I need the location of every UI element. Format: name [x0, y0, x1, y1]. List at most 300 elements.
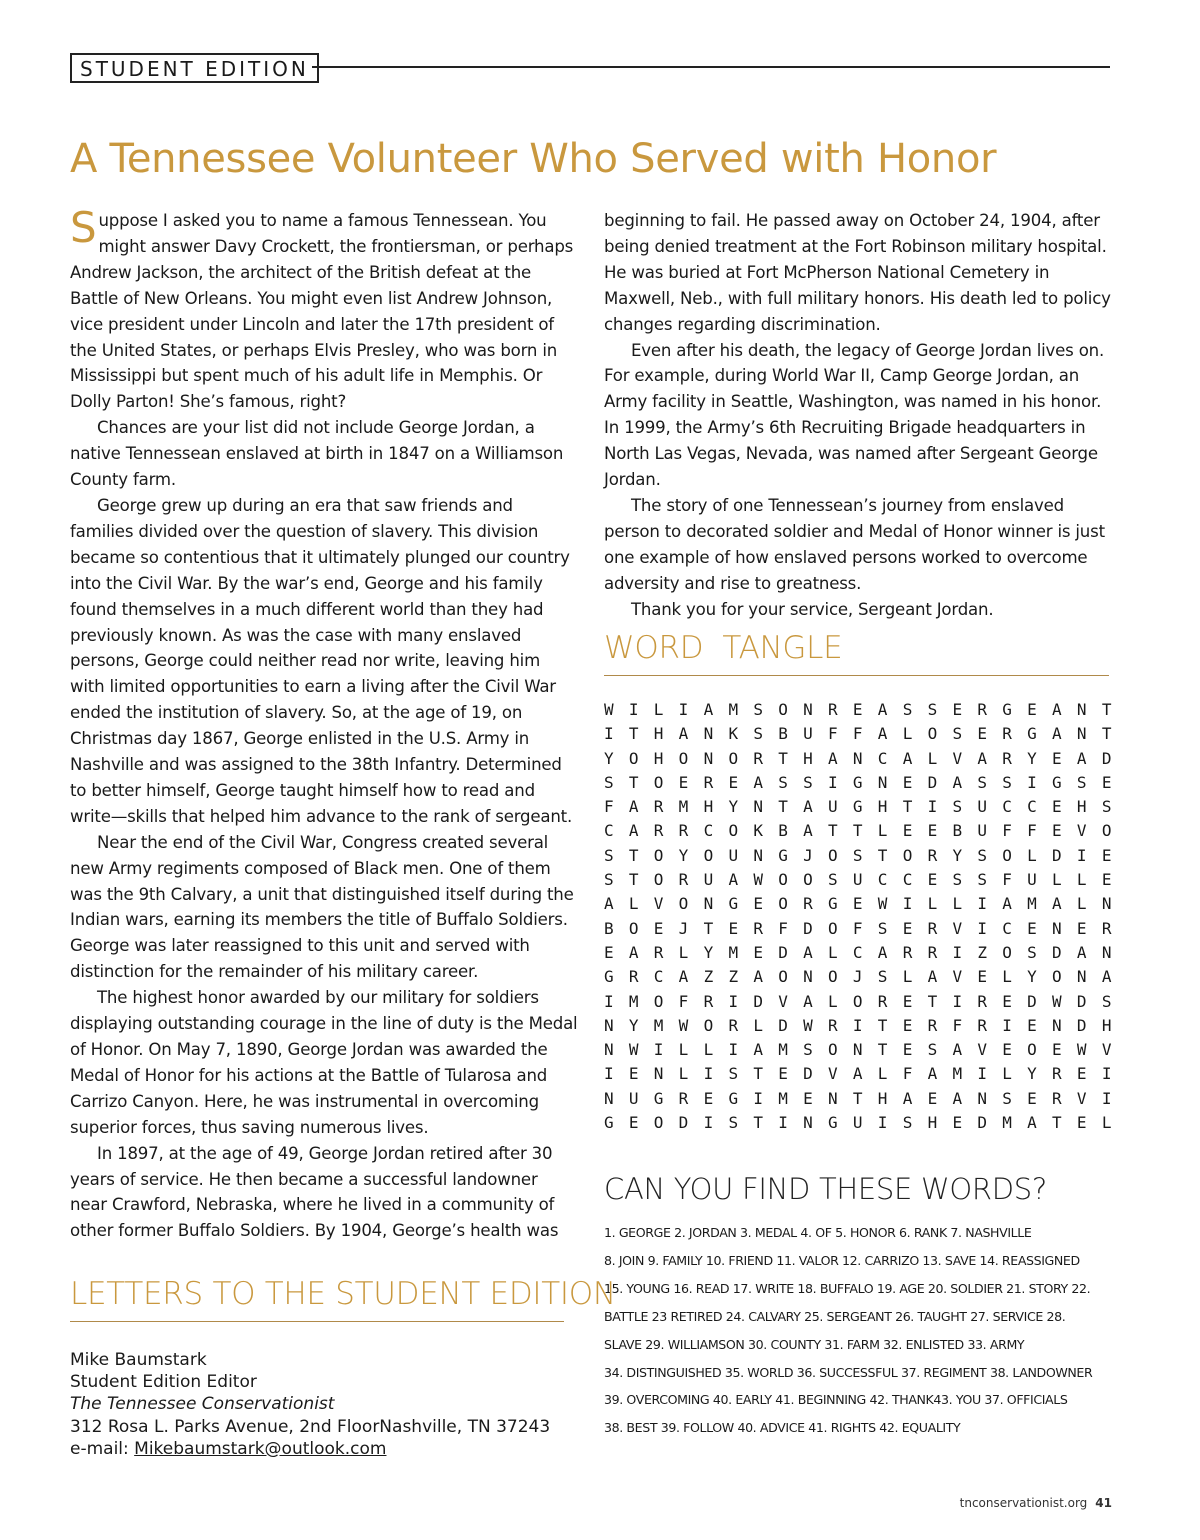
- grid-letter: E: [1052, 797, 1062, 817]
- grid-letter: L: [753, 1015, 763, 1035]
- grid-letter: I: [1101, 1064, 1112, 1084]
- grid-letter: E: [927, 821, 938, 841]
- grid-letter: O: [703, 1015, 714, 1035]
- grid-letter: A: [952, 772, 963, 792]
- article-paragraph: The story of one Tennessean’s journey from enslaved person to decorated soldier and Medal of Honor winner is just one example of how enslaved persons worked to overcome adversity and rise to greatness.: [604, 495, 1105, 593]
- grid-letter: A: [828, 748, 838, 768]
- grid-row: [604, 747, 1127, 771]
- grid-letter: K: [728, 724, 739, 744]
- grid-letter: S: [728, 1113, 739, 1133]
- grid-letter: A: [678, 724, 689, 744]
- grid-letter: C: [877, 748, 888, 768]
- grid-letter: I: [628, 700, 639, 719]
- grid-letter: R: [927, 1015, 938, 1035]
- grid-letter: E: [604, 942, 614, 962]
- grid-letter: H: [877, 1088, 888, 1108]
- grid-letter: L: [902, 967, 913, 987]
- grid-letter: G: [1002, 700, 1012, 719]
- word-list-line: 39. OVERCOMING 40. EARLY 41. BEGINNING 42. THANK43. YOU 37. OFFICIALS: [604, 1392, 1068, 1408]
- grid-letter: O: [728, 821, 739, 841]
- grid-letter: S: [852, 845, 863, 865]
- grid-letter: T: [1101, 724, 1112, 744]
- grid-letter: V: [1076, 1088, 1087, 1108]
- grid-letter: A: [628, 942, 639, 962]
- grid-letter: H: [1101, 1015, 1112, 1035]
- grid-letter: S: [1002, 772, 1012, 792]
- grid-letter: O: [778, 870, 788, 890]
- grid-letter: A: [1052, 894, 1062, 914]
- grid-letter: O: [778, 894, 788, 914]
- grid-letter: I: [604, 991, 614, 1011]
- grid-letter: L: [1027, 845, 1037, 865]
- grid-letter: E: [1101, 772, 1112, 792]
- grid-letter: E: [1076, 918, 1087, 938]
- grid-row: [604, 868, 1127, 892]
- grid-letter: R: [703, 991, 714, 1011]
- grid-letter: Y: [703, 942, 714, 962]
- grid-row: [604, 990, 1127, 1014]
- grid-letter: O: [1101, 821, 1112, 841]
- grid-letter: T: [753, 1113, 763, 1133]
- grid-row: [604, 892, 1127, 916]
- word-list-line: 15. YOUNG 16. READ 17. WRITE 18. BUFFALO 19. AGE 20. SOLDIER 21. STORY 22.: [604, 1280, 1091, 1296]
- grid-letter: N: [828, 1088, 838, 1108]
- grid-letter: S: [604, 845, 614, 865]
- grid-letter: G: [828, 894, 838, 914]
- grid-letter: R: [678, 870, 689, 890]
- grid-letter: A: [952, 1040, 963, 1060]
- grid-letter: L: [828, 942, 838, 962]
- grid-letter: R: [977, 991, 987, 1011]
- grid-letter: D: [1052, 845, 1062, 865]
- grid-letter: U: [628, 1088, 639, 1108]
- grid-letter: U: [728, 845, 739, 865]
- grid-letter: M: [1027, 894, 1037, 914]
- grid-letter: L: [1002, 1064, 1012, 1084]
- article-right-column: [604, 208, 1112, 623]
- grid-letter: L: [877, 821, 888, 841]
- grid-letter: M: [1002, 1113, 1012, 1133]
- article-paragraph: Thank you for your service, Sergeant Jordan.: [631, 599, 994, 619]
- publication-name: The Tennessee Conservationist: [70, 1394, 335, 1415]
- grid-letter: T: [1101, 700, 1112, 719]
- grid-letter: C: [653, 967, 664, 987]
- grid-letter: T: [877, 1015, 888, 1035]
- grid-letter: R: [1002, 724, 1012, 744]
- grid-letter: S: [1101, 797, 1112, 817]
- grid-letter: U: [852, 870, 863, 890]
- grid-letter: O: [678, 894, 689, 914]
- grid-letter: A: [753, 1040, 763, 1060]
- grid-letter: D: [1052, 942, 1062, 962]
- grid-letter: W: [877, 894, 888, 914]
- grid-letter: O: [852, 991, 863, 1011]
- grid-letter: A: [977, 748, 987, 768]
- grid-letter: I: [703, 1113, 714, 1133]
- grid-letter: O: [728, 748, 739, 768]
- grid-letter: Y: [604, 748, 614, 768]
- grid-letter: W: [803, 1015, 813, 1035]
- grid-letter: N: [852, 1040, 863, 1060]
- grid-letter: L: [1052, 870, 1062, 890]
- grid-letter: T: [753, 1064, 763, 1084]
- grid-letter: V: [653, 894, 664, 914]
- grid-letter: R: [828, 700, 838, 719]
- grid-letter: E: [927, 1088, 938, 1108]
- grid-row: [604, 1087, 1127, 1111]
- grid-letter: I: [728, 1040, 739, 1060]
- grid-letter: E: [753, 942, 763, 962]
- grid-letter: F: [678, 991, 689, 1011]
- grid-letter: E: [1027, 700, 1037, 719]
- grid-letter: I: [653, 1040, 664, 1060]
- grid-letter: A: [753, 967, 763, 987]
- grid-letter: R: [653, 942, 664, 962]
- grid-letter: E: [902, 991, 913, 1011]
- grid-letter: C: [1002, 918, 1012, 938]
- grid-letter: O: [628, 748, 639, 768]
- grid-letter: N: [604, 1015, 614, 1035]
- grid-letter: L: [703, 1040, 714, 1060]
- grid-letter: D: [778, 942, 788, 962]
- grid-letter: R: [728, 1015, 739, 1035]
- grid-row: [604, 917, 1127, 941]
- word-list-line: 8. JOIN 9. FAMILY 10. FRIEND 11. VALOR 12. CARRIZO 13. SAVE 14. REASSIGNED: [604, 1252, 1080, 1268]
- grid-letter: Y: [952, 845, 963, 865]
- grid-letter: F: [828, 724, 838, 744]
- grid-letter: N: [604, 1088, 614, 1108]
- grid-letter: G: [1052, 772, 1062, 792]
- grid-letter: D: [927, 772, 938, 792]
- grid-letter: V: [952, 967, 963, 987]
- grid-letter: I: [703, 1064, 714, 1084]
- grid-letter: A: [1002, 894, 1012, 914]
- grid-letter: O: [1002, 845, 1012, 865]
- grid-letter: L: [927, 748, 938, 768]
- grid-letter: R: [877, 991, 888, 1011]
- grid-letter: I: [1076, 845, 1087, 865]
- grid-letter: Z: [703, 967, 714, 987]
- grid-letter: R: [1052, 1064, 1062, 1084]
- grid-letter: T: [828, 821, 838, 841]
- grid-letter: A: [1052, 700, 1062, 719]
- grid-letter: A: [1027, 1113, 1037, 1133]
- grid-letter: A: [604, 894, 614, 914]
- grid-letter: S: [604, 870, 614, 890]
- grid-letter: M: [952, 1064, 963, 1084]
- grid-letter: E: [1052, 748, 1062, 768]
- grid-letter: R: [753, 918, 763, 938]
- grid-letter: F: [902, 1064, 913, 1084]
- article-paragraph: Near the end of the Civil War, Congress created several new Army regiments composed of Black men. One of them was the 9th Calvary, a unit that distinguished itself during the Indian wars, earning its members the title of Buffalo Soldiers. George was later reassigned to this unit and served with distinction for the remainder of his military career.: [70, 832, 574, 982]
- grid-letter: M: [678, 797, 689, 817]
- grid-letter: T: [877, 845, 888, 865]
- grid-letter: A: [1052, 724, 1062, 744]
- grid-letter: R: [1052, 1088, 1062, 1108]
- grid-letter: N: [1101, 894, 1112, 914]
- header-rule: [312, 66, 1110, 68]
- grid-letter: R: [703, 772, 714, 792]
- grid-letter: S: [902, 700, 913, 719]
- grid-letter: E: [1002, 1040, 1012, 1060]
- grid-letter: O: [927, 724, 938, 744]
- grid-letter: O: [1027, 1040, 1037, 1060]
- grid-letter: N: [653, 1064, 664, 1084]
- grid-row: [604, 844, 1127, 868]
- page-footer: [960, 1496, 1112, 1510]
- grid-letter: L: [828, 991, 838, 1011]
- grid-row: [604, 771, 1127, 795]
- grid-letter: M: [778, 1088, 788, 1108]
- grid-letter: O: [1052, 967, 1062, 987]
- grid-letter: V: [977, 1040, 987, 1060]
- grid-letter: V: [952, 748, 963, 768]
- grid-letter: G: [653, 1088, 664, 1108]
- grid-letter: C: [902, 870, 913, 890]
- grid-letter: L: [678, 1040, 689, 1060]
- grid-letter: O: [653, 772, 664, 792]
- grid-letter: B: [778, 724, 788, 744]
- grid-letter: E: [753, 894, 763, 914]
- grid-letter: D: [803, 1064, 813, 1084]
- grid-letter: T: [927, 991, 938, 1011]
- grid-letter: A: [927, 1064, 938, 1084]
- grid-letter: E: [902, 1040, 913, 1060]
- grid-letter: U: [703, 870, 714, 890]
- grid-letter: I: [877, 1113, 888, 1133]
- grid-letter: E: [927, 870, 938, 890]
- email-line: [70, 1438, 550, 1460]
- grid-letter: E: [902, 1015, 913, 1035]
- grid-letter: S: [753, 724, 763, 744]
- find-words-list: [604, 1219, 1134, 1442]
- grid-letter: Y: [1027, 1064, 1037, 1084]
- grid-letter: S: [1076, 772, 1087, 792]
- grid-letter: S: [778, 772, 788, 792]
- grid-letter: S: [977, 870, 987, 890]
- grid-letter: N: [1076, 967, 1087, 987]
- grid-letter: E: [1052, 821, 1062, 841]
- grid-letter: E: [902, 821, 913, 841]
- grid-letter: H: [927, 1113, 938, 1133]
- grid-letter: A: [877, 700, 888, 719]
- grid-letter: G: [604, 967, 614, 987]
- grid-letter: A: [902, 748, 913, 768]
- grid-letter: G: [604, 1113, 614, 1133]
- grid-letter: N: [753, 845, 763, 865]
- grid-letter: I: [778, 1113, 788, 1133]
- grid-letter: C: [703, 821, 714, 841]
- grid-letter: E: [1027, 1088, 1037, 1108]
- grid-row: [604, 819, 1127, 843]
- grid-letter: F: [1027, 821, 1037, 841]
- grid-letter: U: [1027, 870, 1037, 890]
- grid-letter: I: [902, 894, 913, 914]
- word-list-line: SLAVE 29. WILLIAMSON 30. COUNTY 31. FARM 32. ENLISTED 33. ARMY: [604, 1336, 1025, 1352]
- grid-letter: N: [803, 1113, 813, 1133]
- grid-letter: O: [653, 991, 664, 1011]
- letters-contact: [70, 1349, 550, 1460]
- grid-letter: H: [877, 797, 888, 817]
- article-paragraph: Suppose I asked you to name a famous Tennessean. You might answer Davy Crockett, the frontiersman, or perhaps Andrew Jackson, the architect of the British defeat at the Battle of New Orleans. You might even list Andrew Johnson, vice president under Lincoln and later the 17th president of the United States, or perhaps Elvis Presley, who was born in Mississippi but spent much of his adult life in Memphis. Or Dolly Parton! She’s famous, right?: [70, 203, 574, 412]
- grid-letter: D: [1076, 991, 1087, 1011]
- grid-letter: T: [628, 870, 639, 890]
- grid-letter: R: [653, 797, 664, 817]
- grid-letter: S: [952, 870, 963, 890]
- article-paragraph: George grew up during an era that saw friends and families divided over the question of slavery. This division became so contentious that it ultimately plunged our country into the Civil War. By the war’s end, George and his family found themselves in a much different world than they had previously known. As was the case with many enslaved persons, George could neither read nor write, leaving him with limited opportunities to earn a living after the Civil War ended the institution of slavery. So, at the age of 19, on Christmas day 1867, George enlisted in the U.S. Army in Nashville and was assigned to the 38th Infantry. Determined to better himself, George taught himself how to read and write—skills that helped him advance to the rank of sergeant.: [70, 495, 573, 826]
- grid-letter: O: [828, 1040, 838, 1060]
- grid-letter: R: [927, 845, 938, 865]
- grid-letter: D: [803, 918, 813, 938]
- grid-letter: D: [1101, 748, 1112, 768]
- grid-letter: C: [1027, 797, 1037, 817]
- grid-letter: L: [927, 894, 938, 914]
- grid-letter: O: [778, 967, 788, 987]
- grid-letter: V: [952, 918, 963, 938]
- grid-letter: I: [604, 1064, 614, 1084]
- grid-letter: E: [653, 918, 664, 938]
- grid-letter: S: [927, 700, 938, 719]
- grid-letter: S: [877, 918, 888, 938]
- grid-letter: R: [927, 942, 938, 962]
- grid-letter: E: [728, 918, 739, 938]
- article-paragraph: beginning to fail. He passed away on October 24, 1904, after being denied treatment at the Fort Robinson military hospital. He was buried at Fort McPherson National Cemetery in Maxwell, Neb., with full military honors. His death led to policy changes regarding discrimination.: [604, 211, 1111, 334]
- grid-letter: S: [902, 1113, 913, 1133]
- grid-letter: A: [803, 797, 813, 817]
- grid-letter: T: [778, 797, 788, 817]
- grid-letter: R: [977, 700, 987, 719]
- grid-letter: Z: [977, 942, 987, 962]
- grid-letter: Y: [728, 797, 739, 817]
- grid-letter: H: [1076, 797, 1087, 817]
- grid-letter: A: [1076, 748, 1087, 768]
- grid-letter: S: [952, 797, 963, 817]
- grid-letter: S: [1002, 1088, 1012, 1108]
- grid-letter: R: [1101, 918, 1112, 938]
- grid-letter: T: [778, 748, 788, 768]
- grid-letter: E: [852, 700, 863, 719]
- grid-letter: E: [902, 918, 913, 938]
- grid-letter: E: [1002, 991, 1012, 1011]
- grid-letter: U: [977, 797, 987, 817]
- grid-letter: T: [628, 772, 639, 792]
- grid-letter: L: [952, 894, 963, 914]
- article-paragraph: Chances are your list did not include George Jordan, a native Tennessean enslaved at birth in 1847 on a Williamson County farm.: [70, 418, 564, 490]
- grid-row: [604, 795, 1127, 819]
- grid-letter: I: [927, 797, 938, 817]
- grid-letter: S: [1101, 991, 1112, 1011]
- grid-letter: W: [628, 1040, 639, 1060]
- grid-letter: R: [927, 918, 938, 938]
- grid-letter: N: [703, 894, 714, 914]
- grid-letter: O: [653, 870, 664, 890]
- grid-letter: A: [703, 700, 714, 719]
- grid-letter: A: [877, 942, 888, 962]
- page-number: 41: [1095, 1496, 1112, 1510]
- grid-letter: I: [977, 894, 987, 914]
- grid-letter: N: [1052, 918, 1062, 938]
- grid-letter: G: [1027, 724, 1037, 744]
- grid-letter: A: [877, 724, 888, 744]
- grid-letter: E: [952, 1113, 963, 1133]
- grid-letter: O: [653, 1113, 664, 1133]
- grid-letter: A: [753, 772, 763, 792]
- word-list-line: BATTLE 23 RETIRED 24. CALVARY 25. SERGEANT 26. TAUGHT 27. SERVICE 28.: [604, 1308, 1066, 1324]
- grid-letter: G: [852, 797, 863, 817]
- grid-letter: A: [927, 967, 938, 987]
- grid-letter: E: [1027, 1015, 1037, 1035]
- grid-letter: V: [828, 1064, 838, 1084]
- grid-row: [604, 722, 1127, 746]
- grid-letter: S: [604, 772, 614, 792]
- grid-letter: M: [728, 700, 739, 719]
- grid-letter: H: [653, 748, 664, 768]
- find-words-heading: CAN YOU FIND THESE WORDS?: [604, 1172, 1047, 1206]
- grid-letter: R: [753, 748, 763, 768]
- word-list-line: 34. DISTINGUISHED 35. WORLD 36. SUCCESSFUL 37. REGIMENT 38. LANDOWNER: [604, 1364, 1093, 1380]
- word-list-line: 1. GEORGE 2. JORDAN 3. MEDAL 4. OF 5. HONOR 6. RANK 7. NASHVILLE: [604, 1225, 1032, 1240]
- grid-letter: N: [753, 797, 763, 817]
- grid-letter: N: [877, 772, 888, 792]
- grid-letter: O: [778, 700, 788, 719]
- grid-letter: E: [728, 772, 739, 792]
- grid-letter: N: [803, 967, 813, 987]
- grid-letter: L: [678, 1064, 689, 1084]
- grid-letter: F: [852, 724, 863, 744]
- grid-letter: O: [703, 845, 714, 865]
- grid-letter: I: [828, 772, 838, 792]
- grid-letter: S: [927, 1040, 938, 1060]
- grid-letter: A: [678, 967, 689, 987]
- grid-letter: L: [1076, 894, 1087, 914]
- grid-letter: L: [678, 942, 689, 962]
- grid-letter: S: [728, 1064, 739, 1084]
- grid-letter: N: [703, 748, 714, 768]
- grid-letter: I: [952, 991, 963, 1011]
- grid-letter: E: [977, 967, 987, 987]
- grid-letter: D: [778, 1015, 788, 1035]
- grid-letter: I: [1027, 772, 1037, 792]
- grid-letter: A: [628, 797, 639, 817]
- grid-letter: S: [803, 1040, 813, 1060]
- grid-row: [604, 1111, 1127, 1135]
- mailing-address: 312 Rosa L. Parks Avenue, 2nd FloorNashville, TN 37243: [70, 1416, 551, 1437]
- grid-letter: E: [977, 724, 987, 744]
- grid-letter: S: [952, 724, 963, 744]
- word-tangle-rule: [604, 675, 1109, 676]
- grid-letter: A: [1076, 942, 1087, 962]
- grid-letter: O: [828, 845, 838, 865]
- grid-letter: R: [628, 967, 639, 987]
- grid-letter: W: [1076, 1040, 1087, 1060]
- grid-letter: L: [1076, 870, 1087, 890]
- grid-letter: I: [753, 1088, 763, 1108]
- email-link[interactable]: Mikebaumstark@outlook.com: [134, 1438, 387, 1459]
- grid-letter: N: [1101, 942, 1112, 962]
- grid-letter: N: [1076, 700, 1087, 719]
- grid-letter: F: [852, 918, 863, 938]
- letters-rule: [70, 1321, 564, 1322]
- grid-letter: R: [803, 894, 813, 914]
- grid-letter: E: [952, 700, 963, 719]
- grid-letter: B: [952, 821, 963, 841]
- grid-letter: E: [628, 1113, 639, 1133]
- grid-letter: W: [1052, 991, 1062, 1011]
- article-paragraph: Even after his death, the legacy of George Jordan lives on. For example, during World War II, Camp George Jordan, an Army facility in Seattle, Washington, was named in his honor. In 1999, the Army’s 6th Recruiting Brigade headquarters in North Las Vegas, Nevada, was named after Sergeant George Jordan.: [604, 340, 1105, 490]
- editor-role: Student Edition Editor: [70, 1372, 257, 1393]
- grid-letter: D: [753, 991, 763, 1011]
- grid-letter: C: [852, 942, 863, 962]
